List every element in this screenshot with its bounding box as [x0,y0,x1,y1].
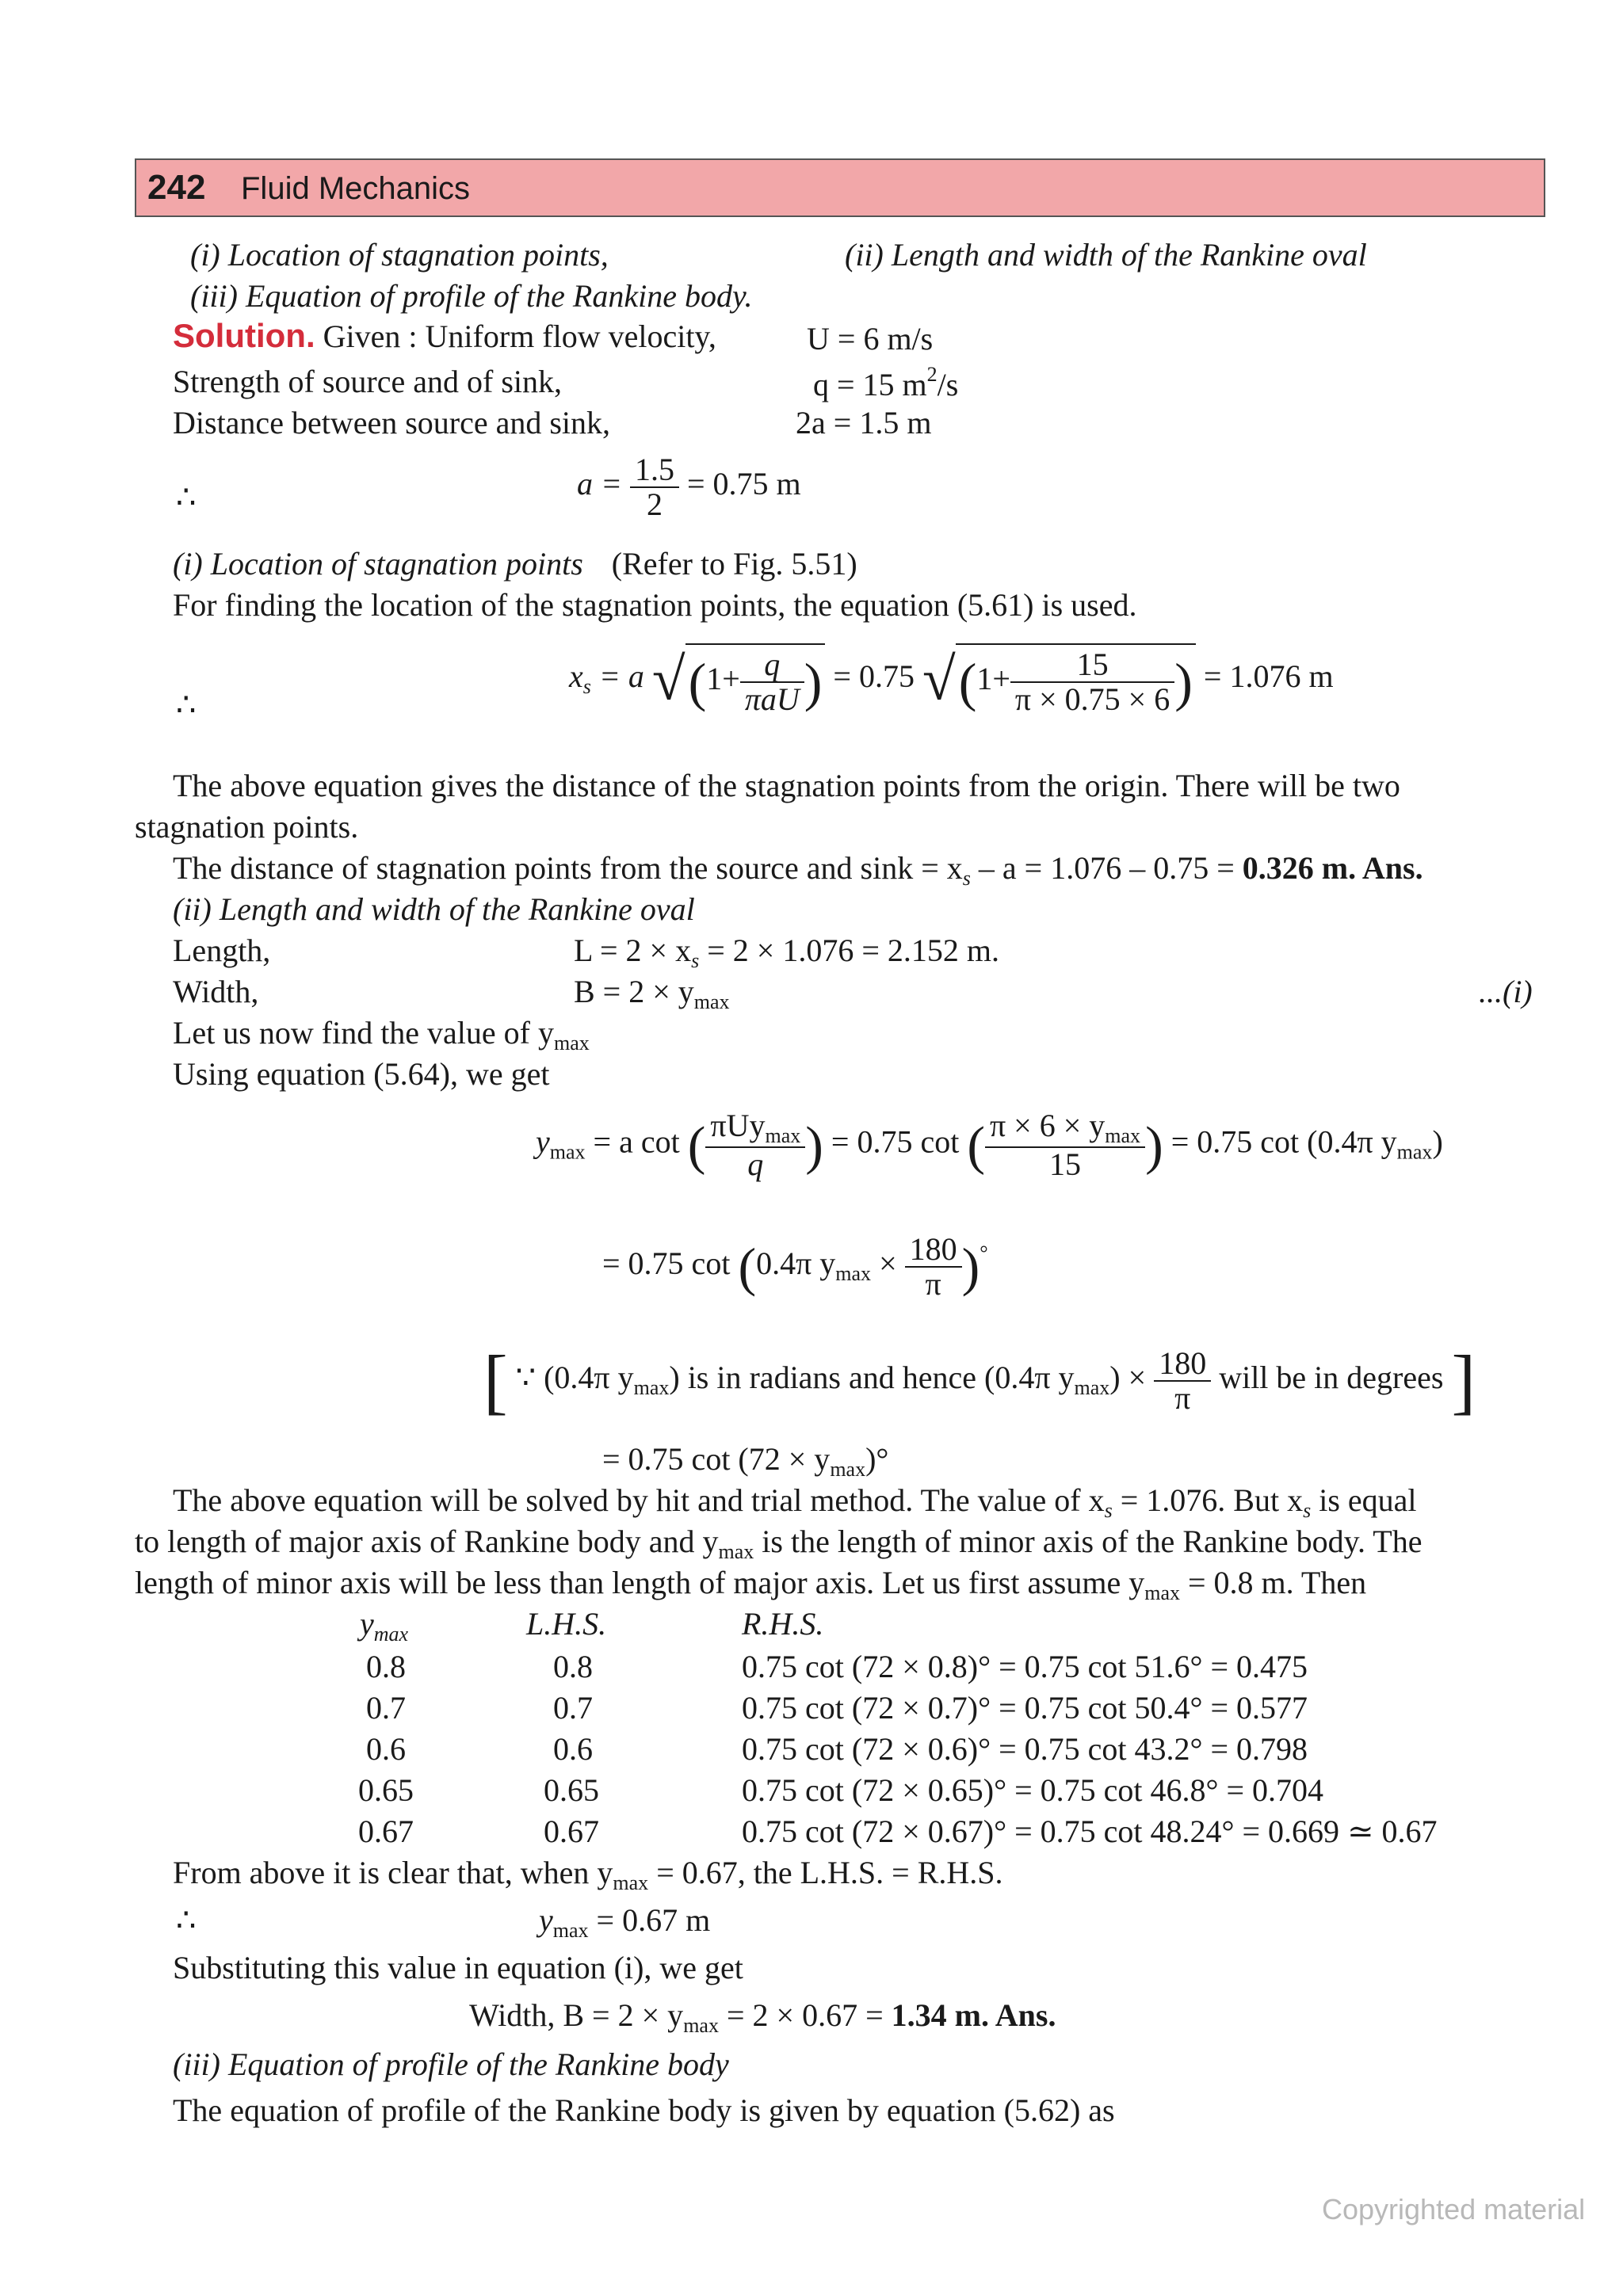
intro-item-2: (ii) Length and width of the Rankine oval [845,237,1367,273]
part3-para: The equation of profile of the Rankine body is given by equation (5.62) as [173,2092,1115,2128]
using-eq: Using equation (5.64), we get [173,1056,550,1092]
a-fraction: $\frac{1.5}{2}$ [630,453,679,521]
length-label: Length, [173,933,271,968]
table-cell: 0.75 cot (72 × 0.8)° = 0.75 cot 51.6° = 0.475 [742,1649,1308,1684]
table-cell: 0.75 cot (72 × 0.6)° = 0.75 cot 43.2° = 0.798 [742,1731,1308,1767]
ymax-equation-2: = 0.75 cot (0.4π $y_{max}$ × $\frac{180}{\pi}$ )° [602,1231,988,1302]
table-cell: 0.7 [366,1690,406,1726]
table-cell: 0.6 [553,1731,593,1767]
therefore-3: ∴ [176,1902,197,1938]
trial-para-line3: length of minor axis will be less than length of major axis. Let us first assume $y_{max} = 0.8$ m. Then [135,1565,1367,1604]
part1-para3: The distance of stagnation points from the source and $\sin k = x_s - a = 1.076 - 0.75 = 0.326$ m. Ans. [173,850,1423,890]
table-cell: 0.75 cot (72 × 0.65)° = 0.75 cot 46.8° = 0.704 [742,1772,1324,1808]
radian-note: [ ∵ (0.4π $y_{max}$) is in radians and hence (0.4π $y_{max}$) × $\frac{180}{\pi}$ will be in degrees ] [483,1340,1476,1421]
length-eq: $L = 2 \times x_s = 2 \times 1.076 = 2.152$ m. [574,933,999,972]
table-header-ymax: $y_{max}$ [360,1606,409,1646]
table-cell: 0.7 [553,1690,593,1726]
sqrt-symbol: √ [651,646,685,713]
part1-para: For finding the location of the stagnation points, the equation (5.61) is used. [173,587,1137,623]
part1-para2-line2: stagnation points. [135,809,359,845]
table-header-lhs: L.H.S. [526,1606,607,1642]
page-number: 242 [147,168,206,207]
part3-heading: (iii) Equation of profile of the Rankine body [173,2046,729,2082]
ymax-equation-3: = 0.75 $\cot (72 \times y_{max})^\circ$ [602,1441,889,1481]
part1-heading-line [173,545,857,582]
therefore-2: ∴ [176,687,197,723]
therefore-1: ∴ [176,479,197,515]
xs-equation: $x_s = a$ √(1+ $\frac{q}{\text{πaU}}$ ) = 0.75 √(1+ $\frac{15}{\pi \times 0.75 \times 6}$ ) = 1.076 m [569,643,1334,716]
given-velocity-eq: U = 6 m/s [807,321,934,357]
copyright-watermark: Copyrighted material [1322,2193,1586,2225]
trial-para-line1: The above equation will be solved by hit and trial method. The value of $x_s = 1.076$. But $x_s$ is equal [173,1482,1417,1522]
intro-item-3: (iii) Equation of profile of the Rankine body. [190,278,753,314]
given-strength-text: Strength of source and of sink, [173,364,563,399]
width-label: Width, [173,974,259,1009]
width-result: Width, $B = 2 \times y_{max} = 2 \times 0.67 = 1.34$ m. Ans. [469,1997,1056,2037]
part2-heading: (ii) Length and width of the Rankine oval [173,891,695,927]
width-eq: $B = 2 \times y_{max}$ [574,974,730,1013]
table-cell: 0.8 [553,1649,593,1684]
table-header-rhs: R.H.S. [742,1606,824,1642]
table-cell: 0.6 [366,1731,406,1767]
table-cell: 0.75 cot (72 × 0.7)° = 0.75 cot 50.4° = 0.577 [742,1690,1308,1726]
part1-para2-line1: The above equation gives the distance of the stagnation points from the origin. There will be two [173,768,1400,803]
page-header [135,158,1545,217]
table-cell: 0.67 [358,1814,414,1849]
eq-tag-i: ...(i) [1479,974,1533,1009]
substitute-line: Substituting this value in equation (i), we get [173,1950,743,1985]
conclusion-line: From above it is clear that, when $y_{max} = 0.67$, the L.H.S. = R.H.S. [173,1855,1003,1894]
table-cell: 0.75 cot (72 × 0.67)° = 0.75 cot 48.24° = 0.669 ≃ 0.67 [742,1814,1438,1849]
a-equation: a = $\frac{1.5}{2}$ = 0.75 m [577,452,801,522]
ymax-result: $y_{max} = 0.67$ m [539,1902,711,1942]
intro-item-1: (i) Location of stagnation points, [190,237,609,273]
part1-ref: (Refer to Fig. 5.51) [611,546,857,582]
table-cell: 0.65 [358,1772,414,1808]
find-ymax: Let us now find the value of $y_{max}$ [173,1015,590,1055]
given-velocity-text: Given : Uniform flow velocity, [323,318,716,354]
given-distance-text: Distance between source and sink, [173,405,611,441]
table-cell: 0.67 [544,1814,599,1849]
solution-label: Solution. [173,317,315,354]
solution-line [173,317,716,355]
book-title: Fluid Mechanics [241,171,471,206]
given-distance-eq: 2a = 1.5 m [796,405,932,441]
table-cell: 0.65 [544,1772,599,1808]
part1-heading: (i) Location of stagnation points [173,546,583,582]
given-strength-eq: q = 15 $m^2/s$ [813,363,959,403]
ymax-equation-1: $y_{max} = a$ cot ( $\frac{\pi Uy_{max}}{q}$ ) = 0.75 cot ( $\frac{\pi \times 6 \times y_{max}}{15}$ ) = 0.75 cot (0.4π $y_{max}$) [536,1108,1443,1183]
table-cell: 0.8 [366,1649,406,1684]
trial-para-line2: to length of major axis of Rankine body and $y_{max}$ is the length of minor axis of the Rankine body. The [135,1524,1423,1563]
